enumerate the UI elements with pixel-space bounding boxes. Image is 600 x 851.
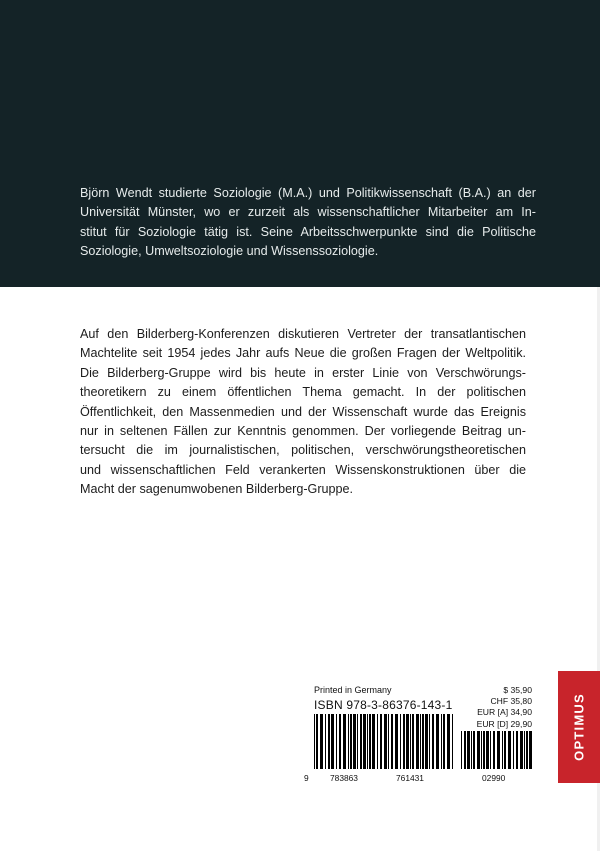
barcode-bar (443, 714, 445, 769)
author-bio (80, 184, 536, 262)
barcode-bar (406, 714, 409, 769)
book-description (80, 325, 526, 500)
barcode-bar (400, 714, 401, 769)
barcode-bar (425, 714, 428, 769)
barcode-bar (363, 714, 366, 769)
barcode-bar (504, 731, 506, 769)
description-line: Machtelite seit 1954 jedes Jahr aufs Neue die großen Fragen der Weltpolitik. (80, 346, 526, 361)
ean-barcode (314, 714, 455, 769)
barcode-bar (481, 731, 482, 769)
description-line: tersucht die im journalistischen, politischen, verschwörungstheoretischen (80, 443, 526, 458)
barcode-bar (513, 731, 514, 769)
description-line: theoretikern zu einem öffentlichen Thema gemacht. In der politischen (80, 385, 526, 400)
barcode-bar (447, 714, 450, 769)
barcode-bar (380, 714, 382, 769)
barcode-bar (348, 714, 349, 769)
bio-line: Universität Münster, wo er zurzeit als wissenschaftlicher Mitarbeiter am In- (80, 205, 536, 220)
barcode-bar (343, 714, 346, 769)
barcode-bar (493, 731, 495, 769)
barcode-bar (520, 731, 523, 769)
barcode-bar (416, 714, 419, 769)
description-line: nur in seltenen Fällen zur Kenntnis genommen. Der vorliegende Beitrag un- (80, 424, 526, 439)
barcode-bar (441, 714, 442, 769)
price-list (477, 685, 532, 730)
bio-line: stitut für Soziologie tätig ist. Seine Arbeitsschwerpunkte sind die Politische (80, 224, 536, 239)
barcode-bar (403, 714, 405, 769)
barcode-digits-right: 761431 (396, 773, 424, 783)
barcode-bar (328, 714, 330, 769)
barcode-bar (497, 731, 500, 769)
barcode-bar (339, 714, 341, 769)
barcode-bar (320, 714, 323, 769)
barcode-bar (483, 731, 485, 769)
description-line: Öffentlichkeit, den Massenmedien und der Wissenschaft wurde das Ereignis (80, 404, 526, 419)
barcode-bar (325, 714, 326, 769)
barcode-bar (526, 731, 528, 769)
barcode-bar (486, 731, 489, 769)
barcode-block (300, 683, 532, 785)
bio-line: Soziologie, Umweltsoziologie und Wissenssoziologie. (80, 244, 379, 259)
barcode-bar (502, 731, 503, 769)
barcode-bar (391, 714, 393, 769)
barcode-bar (467, 731, 470, 769)
description-line: und wissenschaftlichen Feld verankerten Wissenskonstruktionen über die (80, 462, 526, 477)
description-line: Macht der sagenumwobenen Bilderberg-Gruppe. (80, 482, 354, 497)
barcode-bar (357, 714, 358, 769)
barcode-bar (529, 731, 532, 769)
barcode-bar (429, 714, 430, 769)
price-eur-d: EUR [D] 29,90 (476, 718, 532, 729)
description-line: Auf den Bilderberg-Konferenzen diskutieren Vertreter der transatlantischen (80, 327, 526, 341)
barcode-bar (471, 731, 472, 769)
barcode-bar (360, 714, 362, 769)
printed-in-label: Printed in Germany (314, 685, 392, 695)
addon-digits: 02990 (482, 773, 506, 783)
barcode-bar (395, 714, 398, 769)
barcode-bar (377, 714, 378, 769)
barcode-bar (350, 714, 352, 769)
barcode-bar (369, 714, 371, 769)
barcode-bar (432, 714, 434, 769)
barcode-bar (464, 731, 466, 769)
price-usd: $ 35,90 (503, 685, 532, 695)
barcode-bar (316, 714, 318, 769)
barcode-bar (436, 714, 439, 769)
barcode-bar (410, 714, 411, 769)
barcode-bar (388, 714, 389, 769)
barcode-bar (372, 714, 375, 769)
barcode-bar (508, 731, 511, 769)
price-chf: CHF 35,80 (490, 696, 532, 707)
barcode-bar (461, 731, 462, 769)
barcode-bar (420, 714, 421, 769)
price-eur-a: EUR [A] 34,90 (477, 707, 532, 718)
barcode-digits-left: 783863 (330, 773, 358, 783)
barcode-bar (452, 714, 453, 769)
addon-barcode (461, 731, 532, 769)
barcode-bar (473, 731, 475, 769)
bio-line: Björn Wendt studierte Soziologie (M.A.) und Politikwissenschaft (B.A.) an der (80, 186, 536, 200)
barcode-bar (367, 714, 368, 769)
description-line: Die Bilderberg-Gruppe wird bis heute in erster Linie von Verschwörungs- (80, 365, 526, 380)
barcode-bar (516, 731, 518, 769)
barcode-bar (331, 714, 334, 769)
publisher-logo: OPTIMUS (571, 693, 587, 761)
barcode-bar (524, 731, 525, 769)
dark-header-band (0, 0, 600, 287)
barcode-bar (477, 731, 480, 769)
barcode-bar (422, 714, 424, 769)
barcode-bar (314, 714, 315, 769)
barcode-bar (353, 714, 356, 769)
barcode-bar (490, 731, 491, 769)
publisher-logo-tab (558, 671, 600, 783)
barcode-bar (412, 714, 414, 769)
isbn-label: ISBN 978-3-86376-143-1 (314, 698, 453, 712)
barcode-digit-lead: 9 (304, 773, 309, 783)
barcode-bar (336, 714, 337, 769)
barcode-bar (384, 714, 387, 769)
